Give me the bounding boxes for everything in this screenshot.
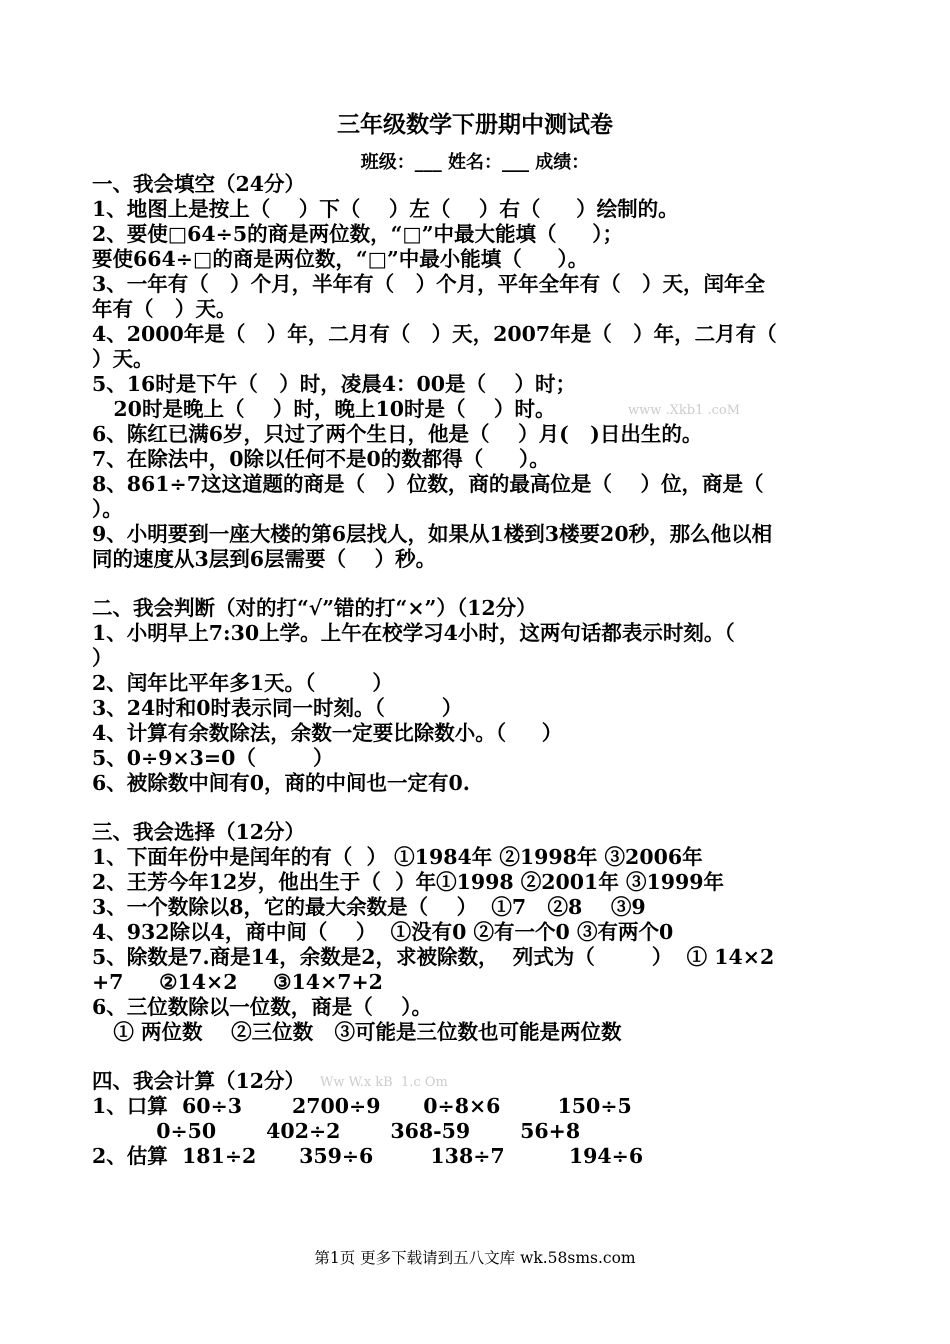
question-line: 5、0÷9×3=0（ ） <box>92 746 334 770</box>
question-line: 要使664÷□的商是两位数，“□”中最小能填（ ）。 <box>92 247 589 271</box>
question-line: 2、闰年比平年多1天。（ ） <box>92 671 393 695</box>
watermark: www .Xkb1 .coM <box>628 403 741 418</box>
question-line: 3、一年有（ ）个月，半年有（ ）个月，平年全年有（ ）天，闰年全 <box>92 272 765 296</box>
question-line: 2、王芳今年12岁，他出生于（ ）年①1998 ②2001年 ③1999年 <box>92 870 725 894</box>
question-line: 8、861÷7这这道题的商是（ ）位数，商的最高位是（ ）位，商是（ <box>92 472 764 496</box>
question-line: 6、三位数除以一位数，商是（ ）。 <box>92 995 433 1019</box>
question-line: 年有（ ）天。 <box>92 297 237 321</box>
question-line: 1、下面年份中是闰年的有（ ） ①1984年 ②1998年 ③2006年 <box>92 845 703 869</box>
section-4-heading: 四、我会计算（12分） <box>92 1069 306 1093</box>
question-line: 3、24时和0时表示同一时刻。（ ） <box>92 696 463 720</box>
question-line: 0÷50 402÷2 368-59 56+8 <box>92 1119 581 1143</box>
question-line: +7 ②14×2 ③14×7+2 <box>92 970 383 994</box>
question-line: ）天。 <box>92 347 154 371</box>
question-line: 4、2000年是（ ）年，二月有（ ）天，2007年是（ ）年，二月有（ <box>92 322 777 346</box>
question-line: 1、地图上是按上（ ）下（ ）左（ ）右（ ）绘制的。 <box>92 197 679 221</box>
question-line: 3、一个数除以8，它的最大余数是（ ） ①7 ②8 ③9 <box>92 895 646 919</box>
page-title: 三年级数学下册期中测试卷 <box>337 111 613 138</box>
question-line: 7、在除法中，0除以任何不是0的数都得（ ）。 <box>92 447 550 471</box>
question-line: 6、被除数中间有0，商的中间也一定有0. <box>92 771 470 795</box>
question-line: 1、小明早上7:30上学。上午在校学习4小时，这两句话都表示时刻。（ <box>92 621 735 645</box>
question-line: 6、陈红已满6岁，只过了两个生日，他是（ ）月( )日出生的。 <box>92 422 703 446</box>
page-footer: 第1页 更多下载请到五八文库 wk.58sms.com <box>314 1249 636 1267</box>
question-line: 9、小明要到一座大楼的第6层找人，如果从1楼到3楼要20秒，那么他以相 <box>92 522 773 546</box>
section-3-heading: 三、我会选择（12分） <box>92 820 306 844</box>
question-line: ）。 <box>92 497 123 521</box>
question-line: 4、932除以4，商中间（ ） ①没有0 ②有一个0 ③有两个0 <box>92 920 674 944</box>
question-line: 同的速度从3层到6层需要（ ）秒。 <box>92 547 437 571</box>
question-line: 20时是晚上（ ）时，晚上10时是（ ）时。 <box>92 397 556 421</box>
question-line: 5、16时是下午（ ）时，凌晨4：00是（ ）时； <box>92 372 577 396</box>
section-1-heading: 一、我会填空（24分） <box>92 172 306 196</box>
question-line: 5、除数是7.商是14，余数是2，求被除数， 列式为（ ） ① 14×2 <box>92 945 775 969</box>
section-2-heading: 二、我会判断（对的打“√”错的打“×”）（12分） <box>92 596 537 620</box>
question-line: ① 两位数 ②三位数 ③可能是三位数也可能是两位数 <box>92 1020 622 1044</box>
question-line: 4、计算有余数除法，余数一定要比除数小。（ ） <box>92 721 563 745</box>
question-line: 2、要使□64÷5的商是两位数，“□”中最大能填（ ）； <box>92 222 623 246</box>
question-line: 1、口算 60÷3 2700÷9 0÷8×6 150÷5 <box>92 1094 632 1118</box>
student-info-line: 班级：___ 姓名：___ 成绩： <box>360 152 590 173</box>
watermark: Ww W.x kB 1.c Om <box>320 1075 448 1090</box>
question-line: ） <box>92 646 113 670</box>
question-line: 2、估算 181÷2 359÷6 138÷7 194÷6 <box>92 1144 644 1168</box>
